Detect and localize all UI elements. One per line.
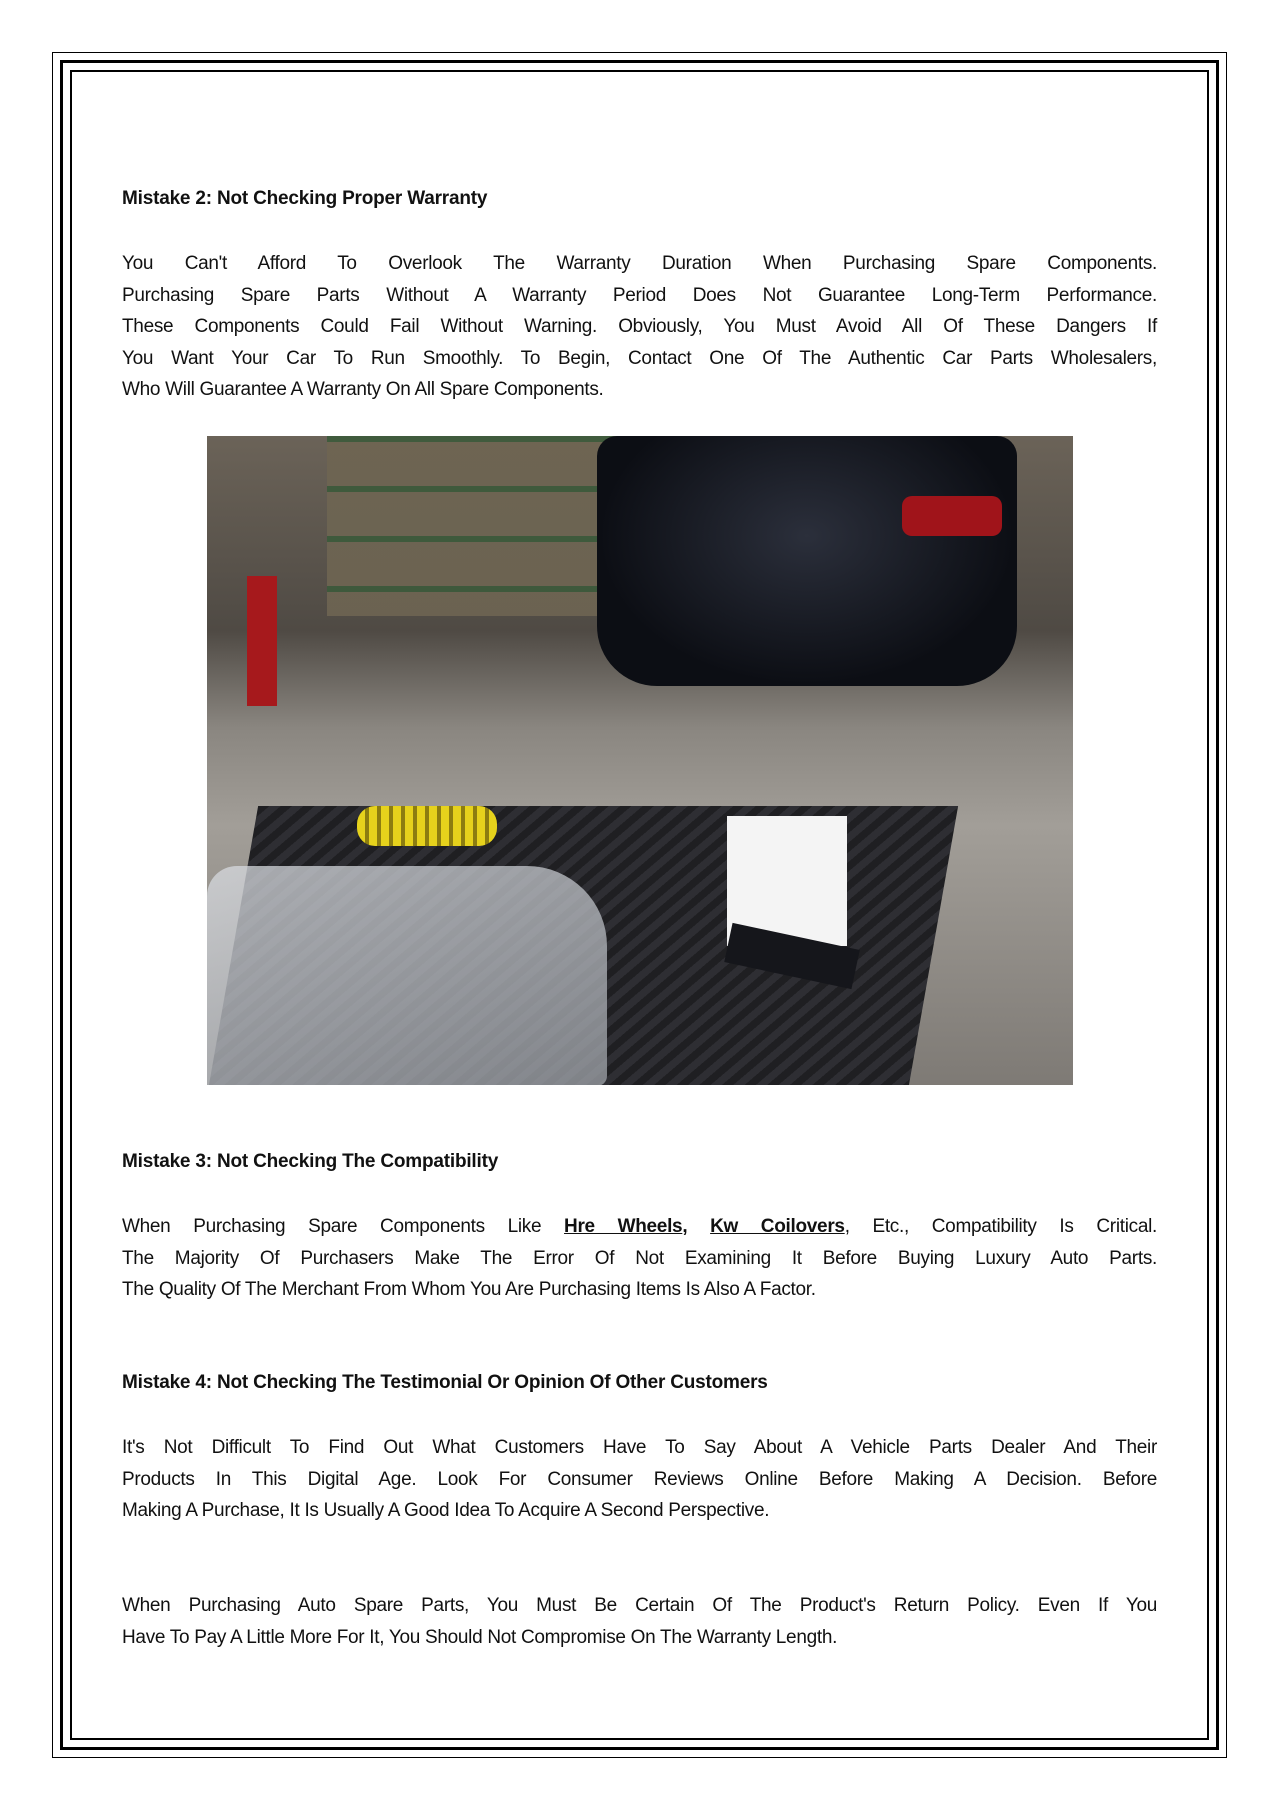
photo-jack — [247, 576, 277, 706]
garage-car-parts-photo — [207, 436, 1073, 1085]
hre-wheels-link[interactable]: Hre Wheels — [564, 1216, 683, 1237]
text-line: You Want Your Car To Run Smoothly. To Begin, Contact One Of The Authentic Car Parts Wholesalers, — [122, 347, 1157, 369]
heading-mistake-3: Mistake 3: Not Checking The Compatibility — [122, 1151, 499, 1172]
paragraph-warranty — [122, 248, 1157, 406]
heading-mistake-4: Mistake 4: Not Checking The Testimonial Or Opinion Of Other Customers — [122, 1372, 768, 1393]
text-line: When Purchasing Auto Spare Parts, You Must Be Certain Of The Product's Return Policy. Even If You — [122, 1595, 1157, 1616]
text-fragment: When Purchasing Spare Components Like — [122, 1216, 565, 1237]
text-line: These Components Could Fail Without Warning. Obviously, You Must Avoid All Of These Dangers If — [122, 316, 1157, 337]
text-line: The Majority Of Purchasers Make The Error Of Not Examining It Before Buying Luxury Auto Parts. — [122, 1247, 1157, 1269]
text-line: Have To Pay A Little More For It, You Should Not Compromise On The Warranty Length. — [122, 1626, 838, 1648]
text-line: You Can't Afford To Overlook The Warranty Duration When Purchasing Spare Components. — [122, 253, 1157, 274]
text-line: Making A Purchase, It Is Usually A Good Idea To Acquire A Second Perspective. — [122, 1500, 770, 1521]
photo-plastic-wrap — [207, 866, 607, 1085]
text-line: The Quality Of The Merchant From Whom You Are Purchasing Items Is Also A Factor. — [122, 1279, 816, 1300]
paragraph-compatibility — [122, 1211, 1157, 1306]
photo-coilover-spring — [357, 806, 497, 846]
paragraph-testimonials — [122, 1432, 1157, 1527]
text-line: Who Will Guarantee A Warranty On All Spare Components. — [122, 379, 604, 400]
kw-coilovers-link[interactable]: Kw Coilovers — [710, 1216, 845, 1237]
link-separator: , — [682, 1216, 711, 1237]
text-line: It's Not Difficult To Find Out What Customers Have To Say About A Vehicle Parts Dealer And Their — [122, 1437, 1157, 1458]
text-line: Purchasing Spare Parts Without A Warranty Period Does Not Guarantee Long-Term Performance. — [122, 284, 1157, 306]
text-fragment: , Etc., Compatibility Is Critical. — [844, 1216, 1158, 1237]
photo-car-rear — [597, 436, 1017, 686]
photo-tail-light — [902, 496, 1002, 536]
heading-mistake-2: Mistake 2: Not Checking Proper Warranty — [122, 188, 488, 209]
paragraph-return-policy — [122, 1590, 1157, 1653]
text-line: Products In This Digital Age. Look For Consumer Reviews Online Before Making A Decision. Before — [122, 1468, 1157, 1490]
text-line — [122, 1211, 1157, 1243]
